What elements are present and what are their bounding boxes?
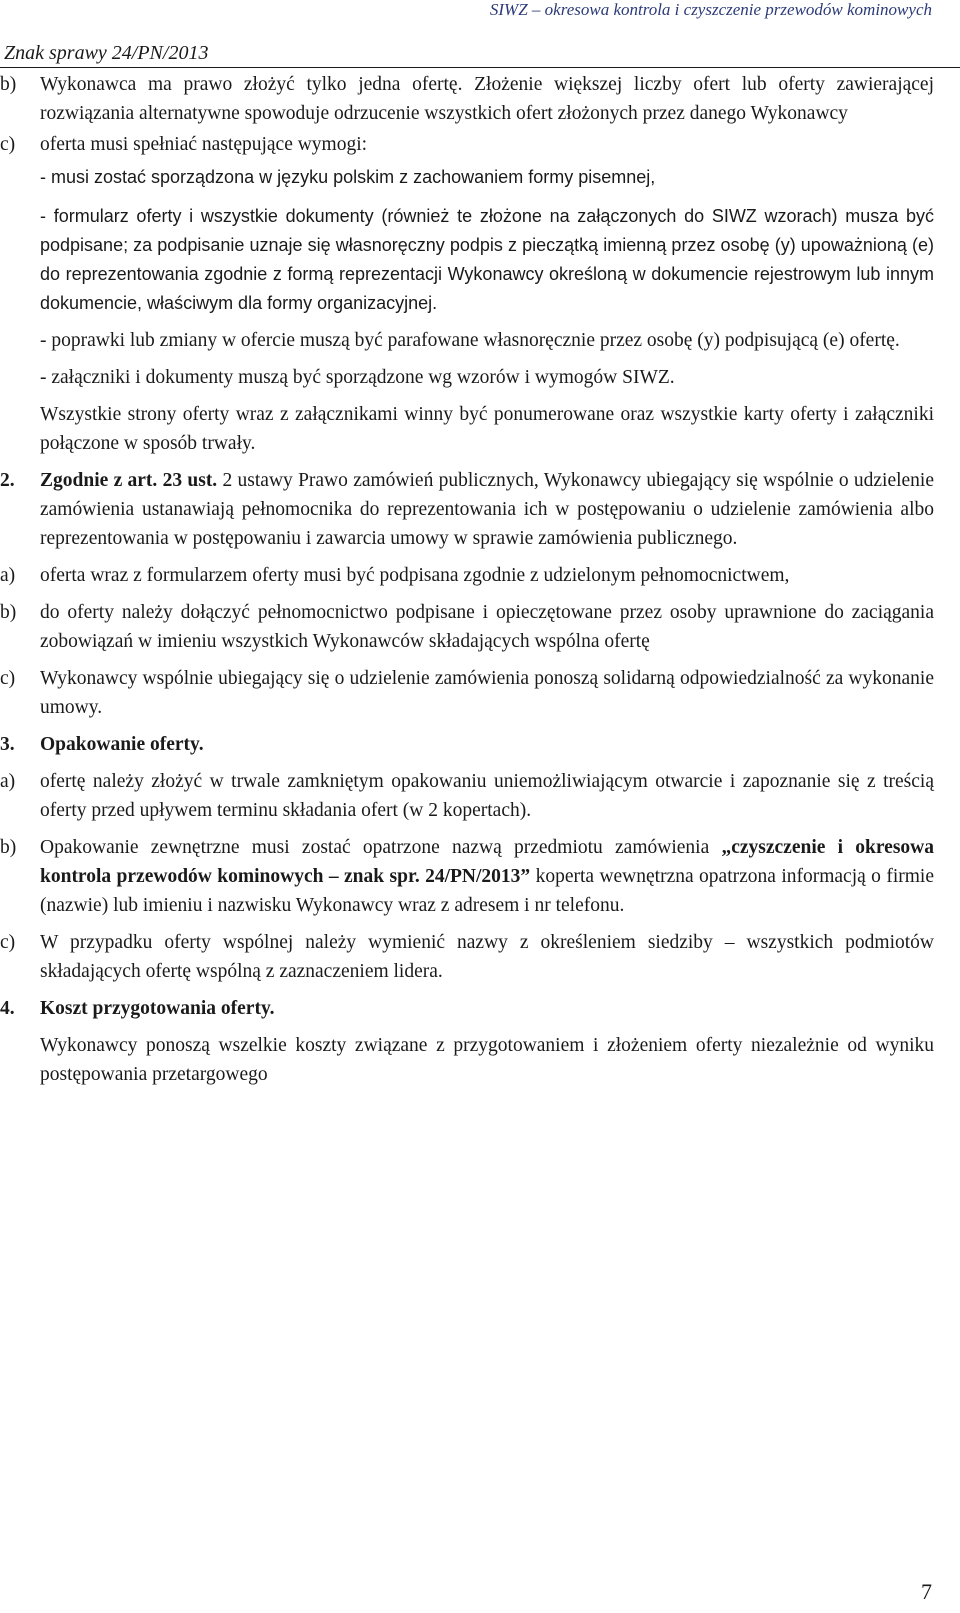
section-3b (0, 833, 934, 920)
list-marker: a) (0, 771, 16, 792)
paragraph-text: koperta wewnętrzna opatrzona informacją o firmie (nazwie) lub imieniu i nazwisku Wykonawcy wraz z adresem i nr telefonu. (40, 866, 934, 916)
paragraph-text: do oferty należy dołączyć pełnomocnictwo podpisane i opieczętowane przez osoby uprawnione do zaciągania zobowiązań w imieniu wszystkich Wykonawców składających wspólna ofertę (40, 602, 934, 652)
paragraph-text: Wykonawcy wspólnie ubiegający się o udzielenie zamówienia ponoszą solidarną odpowiedzialność za wykonanie umowy. (40, 668, 934, 718)
paragraph-text: Opakowanie zewnętrzne musi zostać opatrzone nazwą przedmiotu zamówienia (40, 837, 722, 858)
paragraph-text: W przypadku oferty wspólnej należy wymienić nazwy z określeniem siedziby – wszystkich podmiotów składających ofertę wspólną z zaznaczeniem lidera. (40, 932, 934, 982)
requirement-3: - poprawki lub zmiany w ofercie muszą być parafowane własnoręcznie przez osobę (y) podpisującą (e) ofertę. (40, 330, 900, 351)
section-4-heading (0, 994, 934, 1023)
paragraph-1b (0, 70, 934, 128)
list-marker: c) (0, 932, 16, 953)
document-body (0, 64, 934, 1089)
page-number: 7 (921, 1579, 932, 1604)
header-title: SIWZ – okresowa kontrola i czyszczenie przewodów kominowych (489, 0, 932, 19)
signature-note: Wszystkie strony oferty wraz z załącznikami winny być ponumerowane oraz wszystkie karty oferty i załączniki połączone w sposób trwały. (40, 404, 934, 454)
paragraph-1c (0, 130, 934, 159)
paragraph-text: Złożenie większej liczby ofert lub oferty zawierającej rozwiązania alternatywne spowoduje odrzucenie wszystkich ofert złożonych przez danego Wykonawcy (40, 74, 934, 124)
section-2 (0, 466, 934, 553)
paragraph-text: ofertę należy złożyć w trwale zamkniętym opakowaniu uniemożliwiającym otwarcie i zapoznanie się z treścią oferty przed upływem terminu składania ofert (w 2 kopertach). (40, 771, 934, 821)
section-lead: Zgodnie z art. 23 ust. (40, 470, 218, 491)
paragraph-bold-title: „czyszczenie i okresowa kontrola przewodów kominowych – znak spr. 24/PN/2013” (40, 837, 934, 887)
section-number: 3. (0, 734, 15, 755)
list-marker: c) (0, 668, 16, 689)
section-3a (0, 767, 934, 825)
list-marker: a) (0, 565, 16, 586)
section-text: 2 ustawy Prawo zamówień publicznych, Wykonawcy ubiegający się wspólnie o udzielenie zamówienia ustanawiają pełnomocnika do reprezentowania ich w postępowaniu o udzielenie zamówienia albo reprezentowania w postępowaniu i zawarcia umowy w sprawie zamówienia publicznego. (40, 470, 934, 549)
section-4-text: Wykonawcy ponoszą wszelkie koszty związane z przygotowaniem i złożeniem oferty niezależnie od wyniku postępowania przetargowego (40, 1035, 934, 1085)
list-marker: b) (0, 837, 17, 858)
paragraph-text: oferta wraz z formularzem oferty musi być podpisana zgodnie z udzielonym pełnomocnictwem, (40, 565, 790, 586)
section-number: 2. (0, 470, 15, 491)
section-2c (0, 664, 934, 722)
section-number: 4. (0, 998, 15, 1019)
section-2a (0, 561, 934, 590)
paragraph-text: oferta musi spełniać następujące wymogi: (40, 134, 368, 155)
section-3c (0, 928, 934, 986)
list-marker: b) (0, 74, 17, 95)
requirement-2: - formularz oferty i wszystkie dokumenty (również te złożone na załączonych do SIWZ wzorach) musza być podpisane; za podpisanie uznaje się własnoręczny podpis z pieczątką imienną przez osobę (y) upoważnioną (e) do reprezentowania zgodnie z formą reprezentacji Wykonawcy określoną w dokumencie rejestrowym lub innym dokumencie, właściwym dla formy organizacyjnej. (40, 206, 934, 313)
requirement-4: - załączniki i dokumenty muszą być sporządzone wg wzorów i wymogów SIWZ. (40, 367, 675, 388)
paragraph-lead: Wykonawca ma prawo złożyć tylko jedna ofertę. (40, 74, 463, 95)
section-3-heading (0, 730, 934, 759)
list-marker: c) (0, 134, 16, 155)
section-heading: Koszt przygotowania oferty. (40, 998, 275, 1019)
section-2b (0, 598, 934, 656)
section-heading: Opakowanie oferty. (40, 734, 204, 755)
case-number: Znak sprawy 24/PN/2013 (4, 42, 209, 64)
requirement-1: - musi zostać sporządzona w języku polskim z zachowaniem formy pisemnej, (40, 167, 656, 187)
list-marker: b) (0, 602, 17, 623)
